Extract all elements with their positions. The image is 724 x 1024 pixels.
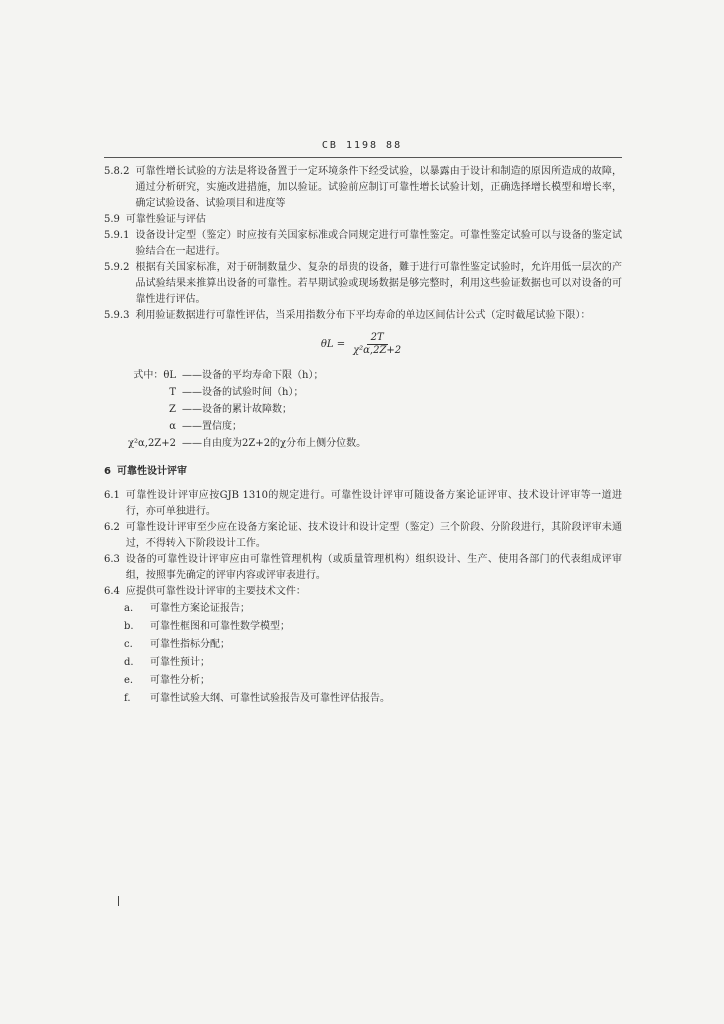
- clause-text: 可靠性增长试验的方法是将设备置于一定环境条件下经受试验，以暴露由于设计和制造的原因所造成的故障，通过分析研究，实施改进措施，加以验证。试验前应制订可靠性增长试验计划，正确选择增长模型和增长率，确定试验设备、试验项目和进度等: [135, 166, 622, 209]
- page-header: CB 1198 88: [321, 140, 403, 151]
- definition-symbol: 式中：θL: [133, 370, 176, 381]
- section-title: 可靠性设计评审: [116, 466, 187, 477]
- clause-text: 设备的可靠性设计评审应由可靠性管理机构（或质量管理机构）组织设计、生产、使用各部门的代表组成评审组，按照事先确定的评审内容或评审表进行。: [125, 554, 622, 581]
- definition-text: ——设备的累计故障数；: [182, 404, 292, 415]
- list-item: [104, 636, 622, 654]
- list-item: [104, 600, 622, 618]
- formula-numerator: 2T: [367, 332, 388, 345]
- document-body: [104, 164, 622, 708]
- definition-symbol: α: [169, 421, 176, 432]
- list-label: d.: [124, 657, 134, 668]
- clause-text: 可靠性设计评审至少应在设备方案论证、技术设计和设计定型（鉴定）三个阶段、分阶段进行，其阶段评审未通过，不得转入下阶段设计工作。: [125, 522, 622, 549]
- definition-row: [104, 418, 622, 435]
- definition-row: [104, 401, 622, 418]
- header-rule: [104, 157, 622, 158]
- definition-symbol: T: [169, 387, 176, 398]
- definition-symbol: Z: [169, 404, 176, 415]
- formula-fraction: [349, 332, 405, 357]
- list-text: 可靠性试验大纲、可靠性试验报告及可靠性评估报告。: [150, 693, 390, 704]
- list-item: [104, 618, 622, 636]
- list-text: 可靠性方案论证报告；: [150, 603, 250, 614]
- clause-6-3: [104, 552, 622, 584]
- definition-text: ——置信度；: [182, 421, 242, 432]
- list-text: 可靠性指标分配；: [150, 639, 230, 650]
- clause-5-9-1: [104, 228, 622, 260]
- clause-number: 6.1: [104, 490, 120, 501]
- list-text: 可靠性框图和可靠性数学模型；: [150, 621, 290, 632]
- clause-5-9: [104, 212, 622, 228]
- list-text: 可靠性分析；: [150, 675, 210, 686]
- definition-row: [104, 435, 622, 452]
- clause-text: 利用验证数据进行可靠性评估，当采用指数分布下平均寿命的单边区间估计公式（定时截尾试验下限）：: [135, 310, 591, 321]
- list-label: a.: [124, 603, 134, 614]
- margin-mark: [118, 896, 119, 906]
- clause-number: 6.2: [104, 522, 120, 533]
- formula-denominator: χ²α,2Z+2: [353, 345, 402, 356]
- clause-6-1: [104, 488, 622, 520]
- clause-number: 5.9.3: [104, 310, 130, 321]
- definition-text: ——设备的平均寿命下限（h）；: [182, 370, 324, 381]
- clause-text: 设备设计定型（鉴定）时应按有关国家标准或合同规定进行可靠性鉴定。可靠性鉴定试验可以与设备的鉴定试验结合在一起进行。: [135, 230, 622, 257]
- definition-text: ——设备的试验时间（h）；: [182, 387, 304, 398]
- clause-text: 根据有关国家标准，对于研制数量少、复杂的昂贵的设备，難于进行可靠性鉴定试验时，允许用低一层次的产品试验结果来推算出设备的可靠性。若早期试验或现场数据是够完整时，利用这些验证数据也可以对设备的可靠性进行评估。: [135, 262, 622, 305]
- list-label: e.: [124, 675, 134, 686]
- definitions: [104, 367, 622, 452]
- clause-number: 6.4: [104, 586, 120, 597]
- list-item: [104, 690, 622, 708]
- list-item: [104, 654, 622, 672]
- formula-lhs: θL =: [320, 338, 346, 350]
- definition-text: ——自由度为2Z+2的χ分布上侧分位数。: [182, 438, 367, 449]
- list-label: f.: [124, 693, 131, 704]
- document-list: [104, 600, 622, 708]
- clause-number: 5.8.2: [104, 166, 130, 177]
- clause-number: 5.9.1: [104, 230, 130, 241]
- clause-text: 应提供可靠性设计评审的主要技术文件：: [125, 586, 306, 597]
- list-text: 可靠性预计；: [150, 657, 210, 668]
- clause-number: 6.3: [104, 554, 120, 565]
- clause-text: 可靠性验证与评估: [125, 214, 206, 225]
- definition-row: [104, 367, 622, 384]
- clause-text: 可靠性设计评审应按GJB 1310的规定进行。可靠性设计评审可随设备方案论证评审、技术设计评审等一道进行，亦可单独进行。: [125, 490, 622, 517]
- clause-number: 5.9.2: [104, 262, 130, 273]
- clause-6-2: [104, 520, 622, 552]
- list-item: [104, 672, 622, 690]
- section-heading: [104, 464, 622, 480]
- clause-5-9-3: [104, 308, 622, 324]
- formula: [104, 332, 622, 357]
- list-label: c.: [124, 639, 133, 650]
- clause-5-8-2: [104, 164, 622, 212]
- clause-number: 5.9: [104, 214, 120, 225]
- definition-row: [104, 384, 622, 401]
- definition-symbol: χ²α,2Z+2: [127, 438, 176, 449]
- clause-6-4: [104, 584, 622, 600]
- clause-5-9-2: [104, 260, 622, 308]
- section-number: 6: [104, 466, 111, 477]
- list-label: b.: [124, 621, 134, 632]
